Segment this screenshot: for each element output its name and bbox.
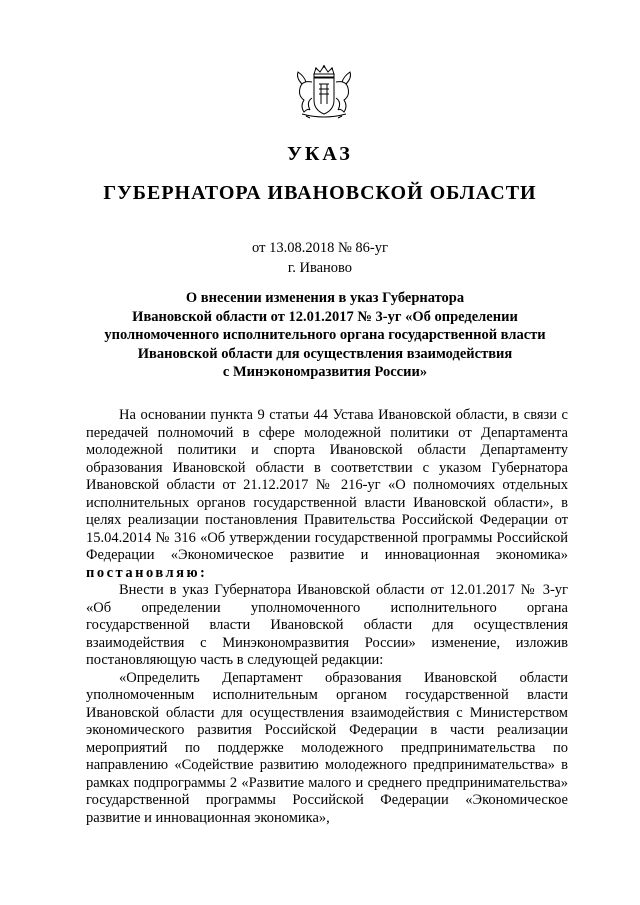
document-issuer: ГУБЕРНАТОРА ИВАНОВСКОЙ ОБЛАСТИ (103, 182, 537, 204)
paragraph-text: «Определить Департамент образования Ивановской области уполномоченным исполнительным органом государственной власти Ивановской области для осуществления взаимодействия с Министерством экономического развития Российской Федерации в части реализации мероприятий по поддержке молодежного предпринимательства по направлению «Содействие развитию молодежного предпринимательства» в рамках подпрограммы 2 «Развитие малого и среднего предпринимательства» государственной программы Российской Федерации «Экономическое развитие и инновационная экономика», (86, 669, 568, 826)
document-meta (0, 238, 640, 278)
subject-line: Ивановской области от 12.01.2017 № 3-уг «Об определении (132, 308, 518, 325)
document-city: г. Иваново (287, 260, 353, 276)
body-paragraph (86, 582, 568, 670)
body-paragraph (86, 407, 568, 582)
subject-line: О внесении изменения в указ Губернатора (185, 290, 465, 306)
paragraph-text: Внести в указ Губернатора Ивановской области от 12.01.2017 № 3-уг «Об определении уполномоченного исполнительного органа государственной власти Ивановской области для осуществления взаимодействия с Минэкономразвития России» изменение, изложив постановляющую часть в следующей редакции: (86, 582, 568, 668)
decree-word: постановляю: (86, 564, 208, 581)
document-date: от 13.08.2018 № 86-уг (252, 240, 388, 256)
subject-line: уполномоченного исполнительного органа государственной власти (104, 327, 546, 343)
coat-of-arms-emblem (292, 64, 356, 120)
paragraph-text: На основании пункта 9 статьи 44 Устава Ивановской области, в связи с передачей полномочий в сфере молодежной политики от Департамента молодежной политики и спорта Ивановской области Департаменту образования Ивановской области в соответствии с указом Губернатора Ивановской области от 21.12.2017 № 216-уг «О полномочиях отдельных исполнительных органов государственной власти Ивановской области», в целях реализации постановления Правительства Российской Федерации от 15.04.2014 № 316 «Об утверждении государственной программы Российской Федерации «Экономическое развитие и инновационная экономика» (86, 407, 568, 563)
subject-line: с Минэкономразвития России» (222, 364, 428, 380)
document-subject (95, 289, 555, 382)
subject-line: Ивановской области для осуществления взаимодействия (137, 345, 513, 362)
document-title: УКАЗ (287, 143, 353, 165)
document-body (86, 407, 568, 827)
body-paragraph (86, 670, 568, 828)
